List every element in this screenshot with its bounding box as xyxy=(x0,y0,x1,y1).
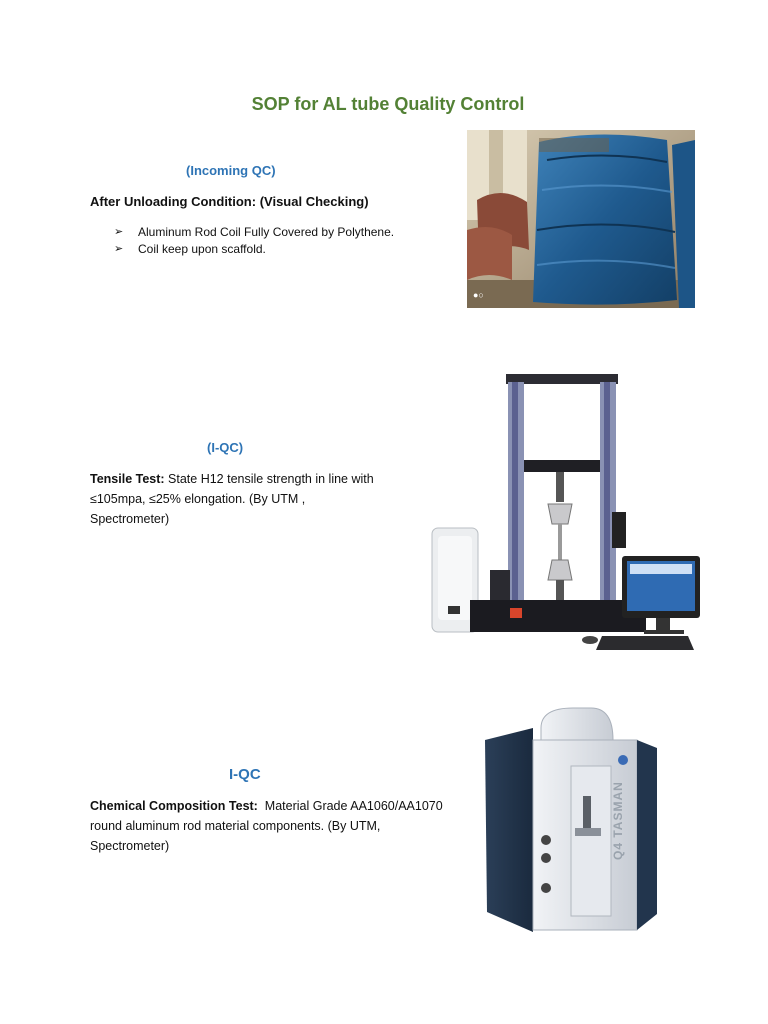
list-item: ➢ Coil keep upon scaffold. xyxy=(114,242,266,256)
chemical-test-label: Chemical Composition Test: xyxy=(90,799,258,813)
tensile-test-paragraph: Tensile Test: State H12 tensile strength in line with ≤105mpa, ≤25% elongation. (By UTM , Spectrometer) xyxy=(90,472,374,526)
i-qc-heading: (I-QC) xyxy=(207,440,244,455)
page-title: SOP for AL tube Quality Control xyxy=(251,94,525,114)
chemical-composition-paragraph: Chemical Composition Test: Material Grade AA1060/AA1070 round aluminum rod material components. (By UTM, Spectrometer) xyxy=(90,799,443,853)
visual-check-list xyxy=(114,224,394,258)
list-item: ➢ Aluminum Rod Coil Fully Covered by Polythene. xyxy=(114,225,395,239)
i-qc-heading-2: I-QC xyxy=(229,766,261,783)
arrow-bullet-icon: ➢ xyxy=(114,226,124,238)
tensile-test-label: Tensile Test: xyxy=(90,472,165,486)
aluminum-coil-photo xyxy=(467,130,695,308)
spectrometer-photo xyxy=(463,700,673,936)
universal-testing-machine-photo xyxy=(430,368,710,660)
machine-label: Q4 TASMAN xyxy=(611,781,625,860)
incoming-qc-heading: (Incoming QC) xyxy=(186,163,276,178)
unloading-condition-subheading: After Unloading Condition: (Visual Checking) xyxy=(90,194,369,209)
camera-watermark-icon: ●○ xyxy=(473,290,484,300)
arrow-bullet-icon: ➢ xyxy=(114,243,124,255)
